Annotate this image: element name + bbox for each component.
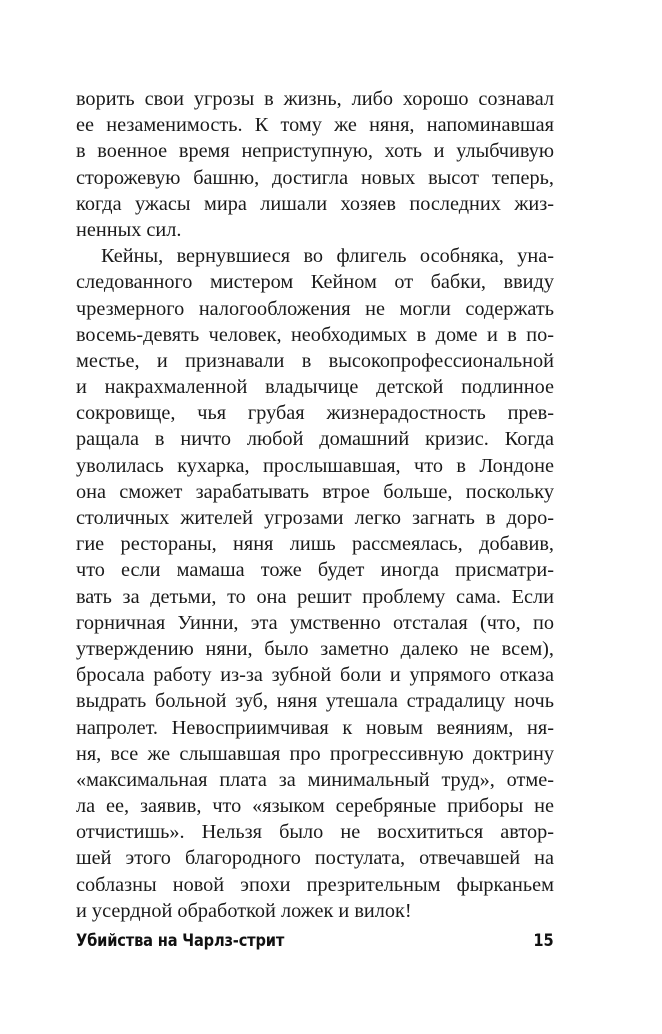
body-line: сокровище, чья грубая жизнерадостность прев-	[76, 402, 554, 425]
body-line: уволилась кухарка, прослышавшая, что в Лондоне	[76, 454, 554, 477]
body-line: ее незаменимость. К тому же няня, напоминавшая	[76, 114, 554, 137]
body-line: вать за детьми, то она решит проблему сама. Если	[76, 585, 554, 608]
body-line: когда ужасы мира лишали хозяев последних жиз-	[76, 192, 554, 215]
body-line: соблазны новой эпохи презрительным фырканьем	[76, 873, 554, 896]
body-line: шей этого благородного постулата, отвечавшей на	[76, 847, 554, 870]
body-line: сторожевую башню, достигла новых высот теперь,	[76, 166, 554, 189]
body-line: выдрать больной зуб, няня утешала страдалицу ночь	[76, 690, 554, 713]
body-line: следованного мистером Кейном от бабки, ввиду	[76, 271, 554, 294]
body-line: и накрахмаленной владычице детской подлинное	[76, 376, 554, 399]
body-line: она сможет зарабатывать втрое больше, поскольку	[76, 480, 554, 503]
body-line: утверждению няни, было заметно далеко не всем),	[76, 637, 554, 660]
body-line: напролет. Невосприимчивая к новым веяниям, ня-	[76, 716, 554, 739]
body-line: что если мамаша тоже будет иногда присматри-	[76, 559, 554, 582]
page-number: 15	[533, 931, 554, 951]
body-line: Кейны, вернувшиеся во флигель особняка, уна-	[101, 245, 554, 268]
body-line: ненных сил.	[76, 218, 182, 241]
body-line: ращала в ничто любой домашний кризис. Когда	[76, 428, 554, 451]
body-line: восемь-девять человек, необходимых в доме и в по-	[76, 323, 554, 346]
body-line: местье, и признавали в высокопрофессиональной	[76, 349, 554, 372]
body-line: горничная Уинни, эта умственно отсталая (что, по	[76, 611, 554, 634]
body-line: чрезмерного налогообложения не могли содержать	[76, 297, 554, 320]
running-title: Убийства на Чарлз-стрит	[76, 931, 285, 951]
page-footer	[76, 926, 554, 956]
page-body	[76, 86, 554, 924]
body-line: гие рестораны, няня лишь рассмеялась, добавив,	[76, 533, 554, 556]
body-line: ворить свои угрозы в жизнь, либо хорошо сознавал	[76, 88, 554, 110]
body-line: отчистишь». Нельзя было не восхититься автор-	[76, 821, 554, 844]
body-line: и усердной обработкой ложек и вилок!	[76, 899, 412, 922]
body-line: в военное время неприступную, хоть и улыбчивую	[76, 140, 554, 163]
body-line: столичных жителей угрозами легко загнать в доро-	[76, 507, 554, 529]
body-line: ла ее, заявив, что «языком серебряные приборы не	[76, 795, 554, 818]
body-line: «максимальная плата за минимальный труд», отме-	[76, 768, 554, 791]
body-line: бросала работу из-за зубной боли и упрямого отказа	[76, 664, 554, 687]
body-line: ня, все же слышавшая про прогрессивную доктрину	[76, 742, 554, 765]
